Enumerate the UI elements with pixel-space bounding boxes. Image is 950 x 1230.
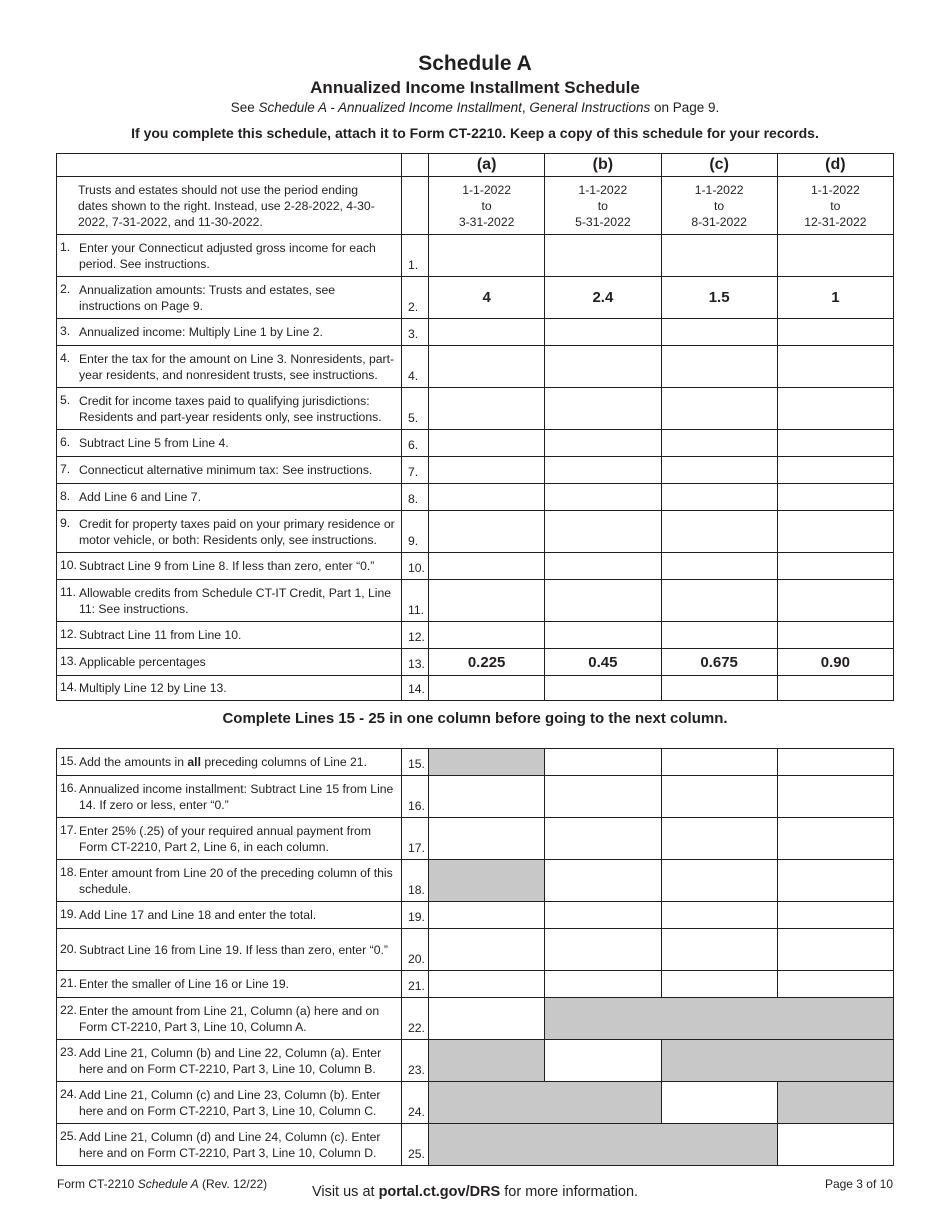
line-5-col-c-field[interactable] <box>661 388 777 430</box>
line-6-col-d-field[interactable] <box>777 430 893 457</box>
line-21-col-d-field[interactable] <box>777 971 893 998</box>
line-14-col-d-field[interactable] <box>777 676 893 701</box>
line-row <box>57 388 894 430</box>
line-13-col-a-field[interactable]: 0.225 <box>429 649 545 676</box>
line-description: 18. Enter amount from Line 20 of the preceding column of this schedule. <box>57 860 402 902</box>
line-10-col-c-field[interactable] <box>661 553 777 580</box>
line-16-col-d-field[interactable] <box>777 776 893 818</box>
line-description: 21. Enter the smaller of Line 16 or Line 19. <box>57 971 402 998</box>
line-10-col-b-field[interactable] <box>545 553 661 580</box>
line-number: 18. <box>402 860 429 902</box>
line-11-col-b-field[interactable] <box>545 580 661 622</box>
line-number: 12. <box>402 622 429 649</box>
line-3-col-b-field[interactable] <box>545 319 661 346</box>
line-number: 10. <box>402 553 429 580</box>
line-19-col-c-field[interactable] <box>661 902 777 929</box>
line-number: 8. <box>402 484 429 511</box>
line-row <box>57 649 894 676</box>
mid-instruction: Complete Lines 15 - 25 in one column before going to the next column. <box>222 710 728 727</box>
line-8-col-d-field[interactable] <box>777 484 893 511</box>
line-description: 22. Enter the amount from Line 21, Column (a) here and on Form CT-2210, Part 3, Line 10, Column A. <box>57 998 402 1040</box>
line-17-col-b-field[interactable] <box>545 818 661 860</box>
line-5-col-a-field[interactable] <box>429 388 545 430</box>
line-description: 5. Credit for income taxes paid to qualifying jurisdictions: Residents and part-year residents only, see instructions. <box>57 388 402 430</box>
line-21-col-b-field[interactable] <box>545 971 661 998</box>
line-23-col-b-field[interactable] <box>545 1040 661 1082</box>
line-number: 11. <box>402 580 429 622</box>
line-20-col-c-field[interactable] <box>661 929 777 971</box>
line-row <box>57 998 894 1040</box>
line-20-col-d-field[interactable] <box>777 929 893 971</box>
line-row <box>57 1040 894 1082</box>
blank-header-cell <box>402 154 429 177</box>
line-20-col-a-field[interactable] <box>429 929 545 971</box>
line-row <box>57 319 894 346</box>
line-10-col-d-field[interactable] <box>777 553 893 580</box>
line-25-col-d-field[interactable] <box>777 1124 893 1166</box>
line-description: 10. Subtract Line 9 from Line 8. If less than zero, enter “0.” <box>57 553 402 580</box>
line-12-col-a-field[interactable] <box>429 622 545 649</box>
line-2-col-c-field[interactable]: 1.5 <box>661 277 777 319</box>
line-row <box>57 860 894 902</box>
line-6-col-c-field[interactable] <box>661 430 777 457</box>
line-1-col-b-field[interactable] <box>545 235 661 277</box>
line-number: 16. <box>402 776 429 818</box>
shaded-cell <box>545 998 894 1040</box>
blank-cell <box>402 177 429 235</box>
line-9-col-d-field[interactable] <box>777 511 893 553</box>
column-header-d: (d) <box>777 154 893 177</box>
line-number: 2. <box>402 277 429 319</box>
line-9-col-c-field[interactable] <box>661 511 777 553</box>
line-number: 1. <box>402 235 429 277</box>
line-number: 4. <box>402 346 429 388</box>
form-id: Form CT-2210 Schedule A (Rev. 12/22) <box>57 1177 268 1191</box>
line-10-col-a-field[interactable] <box>429 553 545 580</box>
line-description: 9. Credit for property taxes paid on your primary residence or motor vehicle, or both: Residents only, see instructions. <box>57 511 402 553</box>
line-description: 7. Connecticut alternative minimum tax: See instructions. <box>57 457 402 484</box>
line-12-col-c-field[interactable] <box>661 622 777 649</box>
line-number: 13. <box>402 649 429 676</box>
line-13-col-d-field[interactable]: 0.90 <box>777 649 893 676</box>
line-15-col-b-field[interactable] <box>545 749 661 776</box>
line-6-col-a-field[interactable] <box>429 430 545 457</box>
see-instructions: See Schedule A - Annualized Income Installment, General Instructions on Page 9. <box>230 100 720 115</box>
line-row <box>57 676 894 701</box>
line-18-col-c-field[interactable] <box>661 860 777 902</box>
line-8-col-b-field[interactable] <box>545 484 661 511</box>
line-row <box>57 277 894 319</box>
line-number: 17. <box>402 818 429 860</box>
line-1-col-a-field[interactable] <box>429 235 545 277</box>
line-17-col-d-field[interactable] <box>777 818 893 860</box>
line-1-col-c-field[interactable] <box>661 235 777 277</box>
line-description: 11. Allowable credits from Schedule CT-IT Credit, Part 1, Line 11: See instructions. <box>57 580 402 622</box>
line-16-col-a-field[interactable] <box>429 776 545 818</box>
line-4-col-a-field[interactable] <box>429 346 545 388</box>
line-row <box>57 511 894 553</box>
line-description: 13. Applicable percentages <box>57 649 402 676</box>
period-d: 1-1-2022 to 12-31-2022 <box>777 177 893 235</box>
line-4-col-d-field[interactable] <box>777 346 893 388</box>
line-row <box>57 971 894 998</box>
line-description: 8. Add Line 6 and Line 7. <box>57 484 402 511</box>
line-13-col-b-field[interactable]: 0.45 <box>545 649 661 676</box>
line-24-col-c-field[interactable] <box>661 1082 777 1124</box>
line-19-col-b-field[interactable] <box>545 902 661 929</box>
schedule-subtitle: Annualized Income Installment Schedule <box>310 78 640 97</box>
line-15-col-c-field[interactable] <box>661 749 777 776</box>
line-15-col-d-field[interactable] <box>777 749 893 776</box>
line-row <box>57 235 894 277</box>
line-number: 3. <box>402 319 429 346</box>
line-16-col-c-field[interactable] <box>661 776 777 818</box>
line-18-col-d-field[interactable] <box>777 860 893 902</box>
shaded-cell <box>429 749 545 776</box>
line-number: 22. <box>402 998 429 1040</box>
line-number: 14. <box>402 676 429 701</box>
line-description: 23. Add Line 21, Column (b) and Line 22, Column (a). Enter here and on Form CT-2210, Part 3, Line 10, Column B. <box>57 1040 402 1082</box>
line-8-col-a-field[interactable] <box>429 484 545 511</box>
periods-note: Trusts and estates should not use the period ending dates shown to the right. Instead, use 2-28-2022, 4-30-2022, 7-31-2022, and 11-30-2022. <box>57 177 402 235</box>
line-7-col-a-field[interactable] <box>429 457 545 484</box>
line-17-col-a-field[interactable] <box>429 818 545 860</box>
schedule-title: Schedule A <box>418 52 532 75</box>
line-4-col-c-field[interactable] <box>661 346 777 388</box>
line-number: 5. <box>402 388 429 430</box>
line-9-col-a-field[interactable] <box>429 511 545 553</box>
line-row <box>57 484 894 511</box>
line-description: 3. Annualized income: Multiply Line 1 by Line 2. <box>57 319 402 346</box>
line-row <box>57 749 894 776</box>
line-5-col-d-field[interactable] <box>777 388 893 430</box>
attach-instruction: If you complete this schedule, attach it to Form CT-2210. Keep a copy of this schedule for your records. <box>131 125 819 141</box>
period-b: 1-1-2022 to 5-31-2022 <box>545 177 661 235</box>
line-row <box>57 622 894 649</box>
line-11-col-d-field[interactable] <box>777 580 893 622</box>
line-description: 1. Enter your Connecticut adjusted gross income for each period. See instructions. <box>57 235 402 277</box>
line-number: 20. <box>402 929 429 971</box>
line-description: 4. Enter the tax for the amount on Line 3. Nonresidents, part-year residents, and nonresident trusts, see instructions. <box>57 346 402 388</box>
column-header-b: (b) <box>545 154 661 177</box>
line-9-col-b-field[interactable] <box>545 511 661 553</box>
line-7-col-d-field[interactable] <box>777 457 893 484</box>
line-row <box>57 929 894 971</box>
line-number: 9. <box>402 511 429 553</box>
blank-header-cell <box>57 154 402 177</box>
line-17-col-c-field[interactable] <box>661 818 777 860</box>
line-7-col-c-field[interactable] <box>661 457 777 484</box>
line-11-col-c-field[interactable] <box>661 580 777 622</box>
line-19-col-a-field[interactable] <box>429 902 545 929</box>
line-row <box>57 776 894 818</box>
line-3-col-c-field[interactable] <box>661 319 777 346</box>
line-14-col-c-field[interactable] <box>661 676 777 701</box>
schedule-table-part2 <box>56 748 894 1166</box>
line-12-col-b-field[interactable] <box>545 622 661 649</box>
line-row <box>57 346 894 388</box>
line-22-col-a-field[interactable] <box>429 998 545 1040</box>
line-20-col-b-field[interactable] <box>545 929 661 971</box>
line-8-col-c-field[interactable] <box>661 484 777 511</box>
line-description: 19. Add Line 17 and Line 18 and enter the total. <box>57 902 402 929</box>
line-description: 2. Annualization amounts: Trusts and estates, see instructions on Page 9. <box>57 277 402 319</box>
line-description: 6. Subtract Line 5 from Line 4. <box>57 430 402 457</box>
line-description: 16. Annualized income installment: Subtract Line 15 from Line 14. If zero or less, enter “0.” <box>57 776 402 818</box>
line-13-col-c-field[interactable]: 0.675 <box>661 649 777 676</box>
shaded-cell <box>429 1040 545 1082</box>
shaded-cell <box>429 1124 778 1166</box>
line-number: 19. <box>402 902 429 929</box>
line-16-col-b-field[interactable] <box>545 776 661 818</box>
period-a: 1-1-2022 to 3-31-2022 <box>429 177 545 235</box>
line-3-col-a-field[interactable] <box>429 319 545 346</box>
page-number: Page 3 of 10 <box>824 1177 893 1191</box>
line-number: 24. <box>402 1082 429 1124</box>
line-row <box>57 430 894 457</box>
website-link[interactable]: portal.ct.gov/DRS <box>378 1184 501 1200</box>
line-number: 6. <box>402 430 429 457</box>
column-header-a: (a) <box>429 154 545 177</box>
column-header-c: (c) <box>661 154 777 177</box>
line-number: 23. <box>402 1040 429 1082</box>
line-description: 17. Enter 25% (.25) of your required annual payment from Form CT-2210, Part 2, Line 6, in each column. <box>57 818 402 860</box>
line-row <box>57 580 894 622</box>
line-2-col-a-field[interactable]: 4 <box>429 277 545 319</box>
line-11-col-a-field[interactable] <box>429 580 545 622</box>
line-7-col-b-field[interactable] <box>545 457 661 484</box>
line-row <box>57 553 894 580</box>
line-14-col-b-field[interactable] <box>545 676 661 701</box>
line-21-col-a-field[interactable] <box>429 971 545 998</box>
shaded-cell <box>777 1082 893 1124</box>
line-row <box>57 902 894 929</box>
line-number: 7. <box>402 457 429 484</box>
line-12-col-d-field[interactable] <box>777 622 893 649</box>
shaded-cell <box>661 1040 894 1082</box>
line-1-col-d-field[interactable] <box>777 235 893 277</box>
line-19-col-d-field[interactable] <box>777 902 893 929</box>
line-6-col-b-field[interactable] <box>545 430 661 457</box>
line-2-col-d-field[interactable]: 1 <box>777 277 893 319</box>
line-description: 12. Subtract Line 11 from Line 10. <box>57 622 402 649</box>
line-row <box>57 1124 894 1166</box>
line-description: 14. Multiply Line 12 by Line 13. <box>57 676 402 701</box>
line-description: 20. Subtract Line 16 from Line 19. If less than zero, enter “0.” <box>57 929 402 971</box>
line-row <box>57 457 894 484</box>
line-5-col-b-field[interactable] <box>545 388 661 430</box>
shaded-cell <box>429 1082 662 1124</box>
line-row <box>57 818 894 860</box>
line-row <box>57 1082 894 1124</box>
shaded-cell <box>429 860 545 902</box>
schedule-table-part1 <box>56 153 894 701</box>
line-21-col-c-field[interactable] <box>661 971 777 998</box>
line-4-col-b-field[interactable] <box>545 346 661 388</box>
line-2-col-b-field[interactable]: 2.4 <box>545 277 661 319</box>
line-description: 24. Add Line 21, Column (c) and Line 23, Column (b). Enter here and on Form CT-2210, Part 3, Line 10, Column C. <box>57 1082 402 1124</box>
line-18-col-b-field[interactable] <box>545 860 661 902</box>
line-description: 15. Add the amounts in all preceding columns of Line 21. <box>57 749 402 776</box>
line-14-col-a-field[interactable] <box>429 676 545 701</box>
period-c: 1-1-2022 to 8-31-2022 <box>661 177 777 235</box>
line-number: 21. <box>402 971 429 998</box>
line-number: 15. <box>402 749 429 776</box>
visit-text: Visit us at portal.ct.gov/DRS for more information. <box>311 1184 639 1200</box>
line-number: 25. <box>402 1124 429 1166</box>
line-description: 25. Add Line 21, Column (d) and Line 24, Column (c). Enter here and on Form CT-2210, Part 3, Line 10, Column D. <box>57 1124 402 1166</box>
line-3-col-d-field[interactable] <box>777 319 893 346</box>
